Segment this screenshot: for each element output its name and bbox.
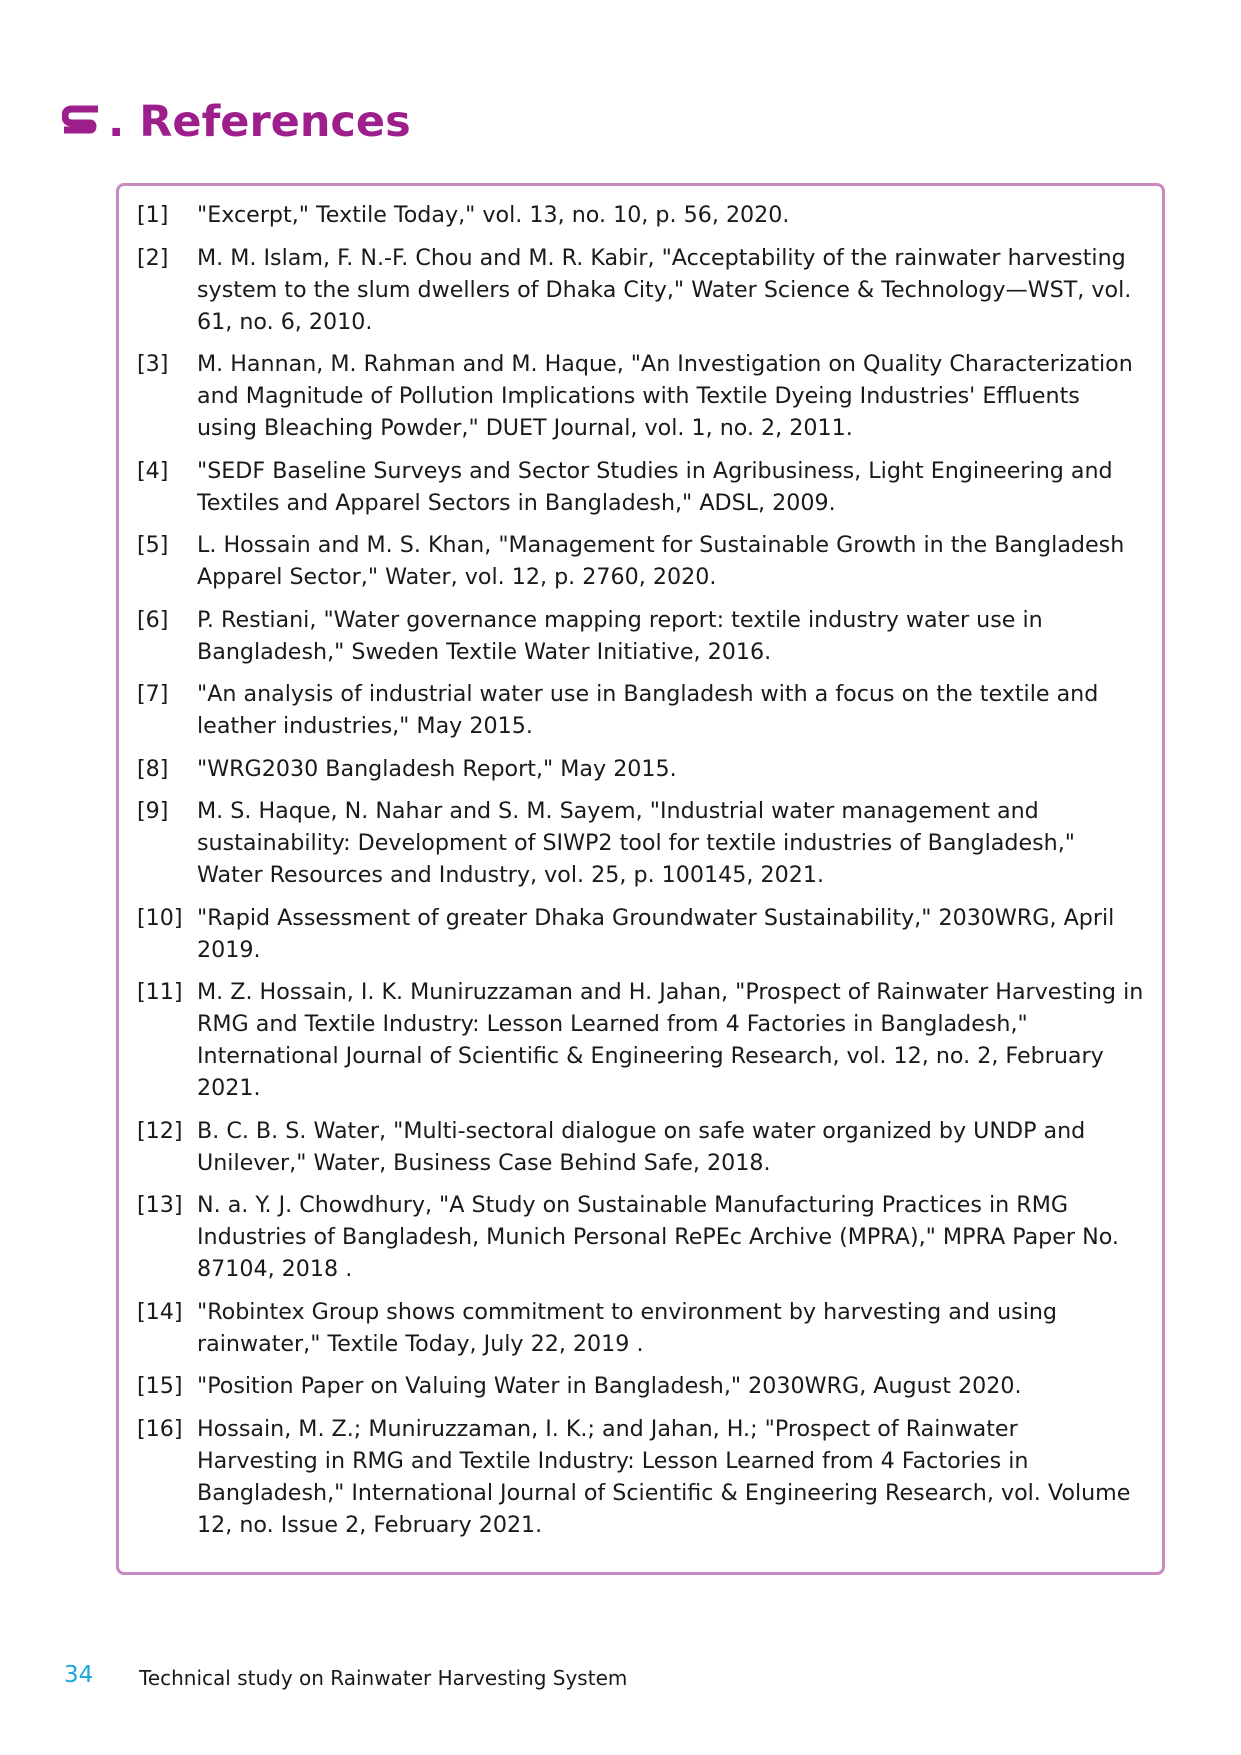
section-heading: [62, 92, 411, 152]
reference-number: [10]: [137, 904, 183, 931]
reference-item: [137, 1189, 1144, 1285]
reference-item: [137, 1370, 1144, 1402]
reference-item: [137, 242, 1144, 338]
reference-number: [7]: [137, 681, 169, 707]
reference-text: "Rapid Assessment of greater Dhaka Groundwater Sustainability," 2030WRG, April 2019.: [197, 904, 1115, 963]
reference-text: "Excerpt," Textile Today," vol. 13, no. 10, p. 56, 2020.: [197, 202, 790, 228]
reference-number: [13]: [137, 1192, 183, 1218]
reference-text: M. Z. Hossain, I. K. Muniruzzaman and H. Jahan, "Prospect of Rainwater Harvesting in RMG and Textile Industry: Lesson Learned from 4 Factories in Bangladesh," International Journal of Scientific & Engineering Research, vol. 12, no. 2, February 2021.: [197, 979, 1144, 1101]
reference-item: [137, 1413, 1144, 1541]
reference-text: B. C. B. S. Water, "Multi-sectoral dialogue on safe water organized by UNDP and Unilever," Water, Business Case Behind Safe, 2018.: [197, 1117, 1086, 1176]
reference-number: [11]: [137, 979, 183, 1005]
reference-text: L. Hossain and M. S. Khan, "Management for Sustainable Growth in the Bangladesh Apparel Sector," Water, vol. 12, p. 2760, 2020.: [197, 532, 1125, 590]
reference-item: [137, 976, 1144, 1104]
reference-item: [137, 529, 1144, 593]
reference-item: [137, 348, 1144, 444]
reference-text: N. a. Y. J. Chowdhury, "A Study on Sustainable Manufacturing Practices in RMG Industries of Bangladesh, Munich Personal RePEc Archive (MPRA)," MPRA Paper No. 87104, 2018 .: [197, 1192, 1119, 1282]
reference-number: [14]: [137, 1298, 183, 1325]
reference-number: [16]: [137, 1415, 183, 1442]
reference-number: [5]: [137, 532, 169, 558]
reference-item: [137, 795, 1144, 891]
reference-item: [137, 199, 1144, 231]
reference-text: M. S. Haque, N. Nahar and S. M. Sayem, "Industrial water management and sustainability: Development of SIWP2 tool for textile industries of Bangladesh," Water Resources and Industry, vol. 25, p. 100145, 2021.: [197, 798, 1075, 888]
reference-text: P. Restiani, "Water governance mapping report: textile industry water use in Bangladesh," Sweden Textile Water Initiative, 2016.: [197, 606, 1043, 665]
reference-text: "WRG2030 Bangladesh Report," May 2015.: [197, 755, 677, 782]
references-box: [116, 183, 1165, 1575]
reference-text: "Robintex Group shows commitment to environment by harvesting and using rainwater," Textile Today, July 22, 2019 .: [197, 1298, 1058, 1357]
reference-number: [4]: [137, 457, 169, 484]
reference-text: M. Hannan, M. Rahman and M. Haque, "An Investigation on Quality Characterization and Magnitude of Pollution Implications with Textile Dyeing Industries' Effluents using Bleaching Powder," DUET Journal, vol. 1, no. 2, 2011.: [197, 351, 1133, 441]
reference-item: [137, 902, 1144, 966]
page-title: . References: [108, 97, 411, 147]
reference-number: [8]: [137, 755, 169, 782]
reference-item: [137, 1296, 1144, 1360]
reference-text: "Position Paper on Valuing Water in Bangladesh," 2030WRG, August 2020.: [197, 1373, 1022, 1399]
reference-item: [137, 604, 1144, 668]
reference-number: [1]: [137, 202, 169, 228]
reference-text: "An analysis of industrial water use in Bangladesh with a focus on the textile and leather industries," May 2015.: [197, 681, 1099, 739]
reference-item: [137, 1115, 1144, 1179]
reference-text: Hossain, M. Z.; Muniruzzaman, I. K.; and Jahan, H.; "Prospect of Rainwater Harvesting in RMG and Textile Industry: Lesson Learned from 4 Factories in Bangladesh," International Journal of Scientific & Engineering Research, vol. Volume 12, no. Issue 2, February 2021.: [197, 1415, 1131, 1538]
reference-item: [137, 678, 1144, 742]
reference-number: [2]: [137, 244, 169, 271]
reference-number: [3]: [137, 351, 169, 377]
footer-document-title: Technical study on Rainwater Harvesting System: [139, 1666, 628, 1690]
references-list: [137, 199, 1144, 1541]
reference-text: M. M. Islam, F. N.-F. Chou and M. R. Kabir, "Acceptability of the rainwater harvesting system to the slum dwellers of Dhaka City," Water Science & Technology—WST, vol. 61, no. 6, 2010.: [197, 244, 1132, 335]
page-number: 34: [64, 1662, 94, 1688]
reference-text: "SEDF Baseline Surveys and Sector Studies in Agribusiness, Light Engineering and Textiles and Apparel Sectors in Bangladesh," ADSL, 2009.: [197, 457, 1113, 516]
reference-number: [6]: [137, 606, 169, 633]
section-number-badge-icon: [62, 103, 100, 141]
reference-item: [137, 455, 1144, 519]
reference-number: [15]: [137, 1373, 183, 1399]
reference-number: [12]: [137, 1117, 183, 1144]
reference-number: [9]: [137, 798, 169, 824]
reference-item: [137, 753, 1144, 785]
